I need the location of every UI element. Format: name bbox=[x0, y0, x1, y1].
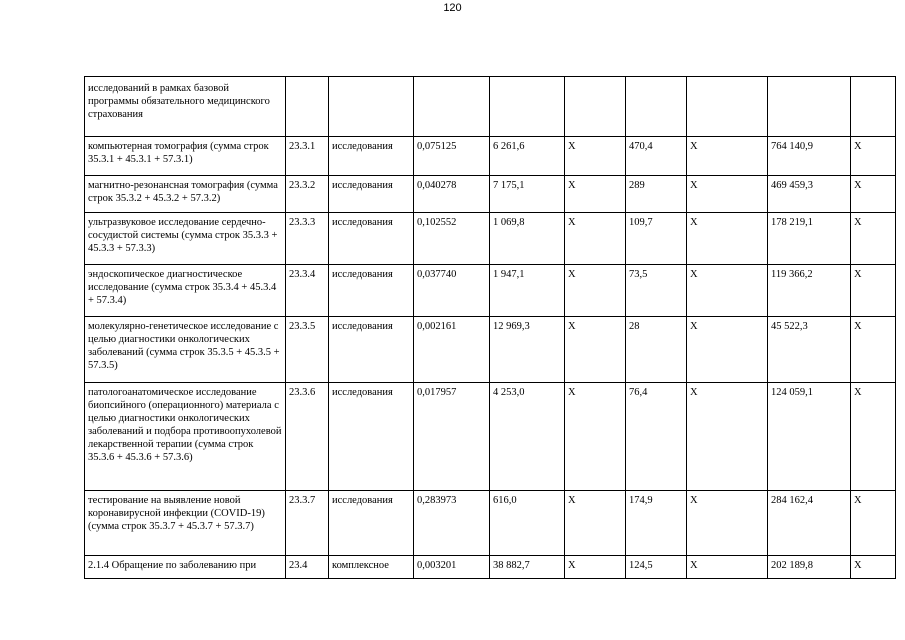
norm-cell: 0,002161 bbox=[414, 317, 490, 383]
unit-cell: исследования bbox=[329, 491, 414, 556]
cost-cell: 6 261,6 bbox=[490, 137, 565, 176]
col9-cell: 469 459,3 bbox=[768, 176, 851, 213]
col8-cell: X bbox=[687, 383, 768, 491]
col9-cell: 284 162,4 bbox=[768, 491, 851, 556]
col8-cell: X bbox=[687, 317, 768, 383]
col10-cell: X bbox=[851, 137, 896, 176]
code-cell: 23.3.3 bbox=[286, 213, 329, 265]
name-cell: патологоанатомическое исследование биопсийного (операционного) материала с целью диагностики онкологических заболеваний и подбора противоопухолевой лекарственной терапии (сумма строк 35.3.6 + 45.3.6 + 57.3.6) bbox=[85, 383, 286, 491]
col6-cell: X bbox=[565, 317, 626, 383]
cost-cell: 7 175,1 bbox=[490, 176, 565, 213]
code-cell: 23.3.5 bbox=[286, 317, 329, 383]
table-row bbox=[85, 383, 896, 491]
col6-cell: X bbox=[565, 213, 626, 265]
cost-cell: 38 882,7 bbox=[490, 556, 565, 579]
col7-cell: 76,4 bbox=[626, 383, 687, 491]
col6-cell: X bbox=[565, 491, 626, 556]
col10-cell: X bbox=[851, 556, 896, 579]
cost-cell: 4 253,0 bbox=[490, 383, 565, 491]
col7-cell: 289 bbox=[626, 176, 687, 213]
name-cell: ультразвуковое исследование сердечно-сосудистой системы (сумма строк 35.3.3 + 45.3.3 + 57.3.3) bbox=[85, 213, 286, 265]
col8-cell: X bbox=[687, 176, 768, 213]
col10-cell: X bbox=[851, 491, 896, 556]
norm-cell: 0,003201 bbox=[414, 556, 490, 579]
code-cell bbox=[286, 77, 329, 137]
col7-cell bbox=[626, 77, 687, 137]
unit-cell bbox=[329, 77, 414, 137]
cost-cell: 1 947,1 bbox=[490, 265, 565, 317]
code-cell: 23.3.1 bbox=[286, 137, 329, 176]
col7-cell: 73,5 bbox=[626, 265, 687, 317]
col6-cell: X bbox=[565, 265, 626, 317]
col6-cell: X bbox=[565, 556, 626, 579]
table-row bbox=[85, 491, 896, 556]
data-table bbox=[84, 76, 896, 579]
table-row bbox=[85, 213, 896, 265]
col9-cell: 764 140,9 bbox=[768, 137, 851, 176]
name-cell: компьютерная томография (сумма строк 35.3.1 + 45.3.1 + 57.3.1) bbox=[85, 137, 286, 176]
col7-cell: 28 bbox=[626, 317, 687, 383]
col8-cell: X bbox=[687, 491, 768, 556]
col8-cell: X bbox=[687, 556, 768, 579]
name-cell: исследований в рамках базовой программы обязательного медицинского страхования bbox=[85, 77, 286, 137]
code-cell: 23.3.7 bbox=[286, 491, 329, 556]
cost-cell: 1 069,8 bbox=[490, 213, 565, 265]
norm-cell: 0,075125 bbox=[414, 137, 490, 176]
norm-cell: 0,283973 bbox=[414, 491, 490, 556]
col7-cell: 174,9 bbox=[626, 491, 687, 556]
code-cell: 23.3.4 bbox=[286, 265, 329, 317]
col8-cell: X bbox=[687, 265, 768, 317]
col6-cell: X bbox=[565, 176, 626, 213]
col9-cell: 178 219,1 bbox=[768, 213, 851, 265]
norm-cell: 0,040278 bbox=[414, 176, 490, 213]
table-row bbox=[85, 317, 896, 383]
page-number: 120 bbox=[443, 2, 462, 14]
col7-cell: 109,7 bbox=[626, 213, 687, 265]
unit-cell: исследования bbox=[329, 137, 414, 176]
unit-cell: исследования bbox=[329, 213, 414, 265]
col10-cell bbox=[851, 77, 896, 137]
col7-cell: 470,4 bbox=[626, 137, 687, 176]
cost-cell: 12 969,3 bbox=[490, 317, 565, 383]
unit-cell: исследования bbox=[329, 265, 414, 317]
col6-cell: X bbox=[565, 137, 626, 176]
table-row bbox=[85, 176, 896, 213]
norm-cell: 0,037740 bbox=[414, 265, 490, 317]
norm-cell: 0,102552 bbox=[414, 213, 490, 265]
col8-cell: X bbox=[687, 213, 768, 265]
code-cell: 23.3.2 bbox=[286, 176, 329, 213]
name-cell: эндоскопическое диагностическое исследование (сумма строк 35.3.4 + 45.3.4 + 57.3.4) bbox=[85, 265, 286, 317]
col8-cell bbox=[687, 77, 768, 137]
unit-cell: комплексное bbox=[329, 556, 414, 579]
table-row bbox=[85, 556, 896, 579]
col6-cell bbox=[565, 77, 626, 137]
unit-cell: исследования bbox=[329, 383, 414, 491]
col7-cell: 124,5 bbox=[626, 556, 687, 579]
unit-cell: исследования bbox=[329, 176, 414, 213]
norm-cell: 0,017957 bbox=[414, 383, 490, 491]
col9-cell: 119 366,2 bbox=[768, 265, 851, 317]
norm-cell bbox=[414, 77, 490, 137]
col9-cell: 202 189,8 bbox=[768, 556, 851, 579]
name-cell: 2.1.4 Обращение по заболеванию при bbox=[85, 556, 286, 579]
col10-cell: X bbox=[851, 317, 896, 383]
col10-cell: X bbox=[851, 176, 896, 213]
unit-cell: исследования bbox=[329, 317, 414, 383]
col9-cell: 45 522,3 bbox=[768, 317, 851, 383]
table-row bbox=[85, 77, 896, 137]
col9-cell bbox=[768, 77, 851, 137]
col10-cell: X bbox=[851, 383, 896, 491]
code-cell: 23.4 bbox=[286, 556, 329, 579]
name-cell: молекулярно-генетическое исследование с целью диагностики онкологических заболеваний (сумма строк 35.3.5 + 45.3.5 + 57.3.5) bbox=[85, 317, 286, 383]
table-row bbox=[85, 265, 896, 317]
name-cell: тестирование на выявление новой коронавирусной инфекции (COVID-19) (сумма строк 35.3.7 + 45.3.7 + 57.3.7) bbox=[85, 491, 286, 556]
col10-cell: X bbox=[851, 265, 896, 317]
cost-cell: 616,0 bbox=[490, 491, 565, 556]
col8-cell: X bbox=[687, 137, 768, 176]
name-cell: магнитно-резонансная томография (сумма строк 35.3.2 + 45.3.2 + 57.3.2) bbox=[85, 176, 286, 213]
code-cell: 23.3.6 bbox=[286, 383, 329, 491]
table-row bbox=[85, 137, 896, 176]
cost-cell bbox=[490, 77, 565, 137]
col6-cell: X bbox=[565, 383, 626, 491]
col10-cell: X bbox=[851, 213, 896, 265]
col9-cell: 124 059,1 bbox=[768, 383, 851, 491]
